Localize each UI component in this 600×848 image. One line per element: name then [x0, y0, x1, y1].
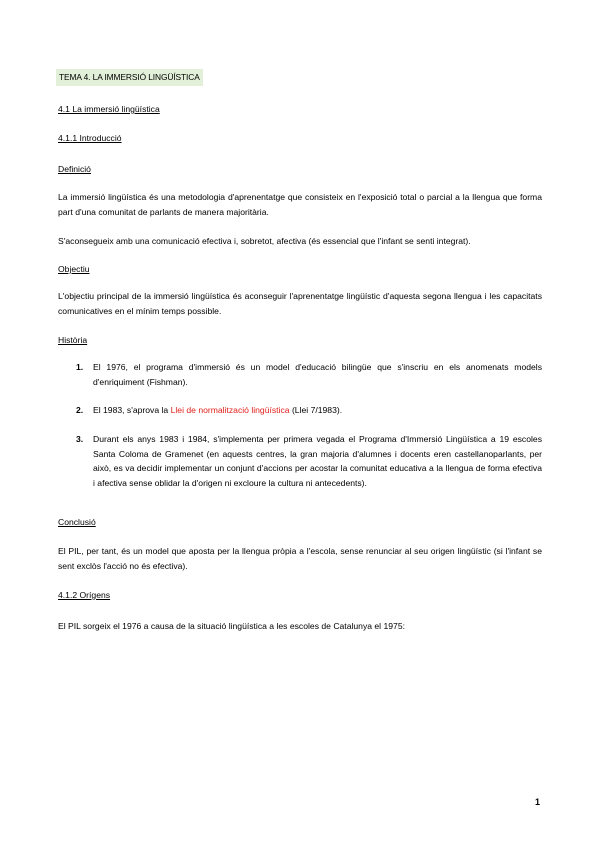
section-heading-4-1-1: 4.1.1 Introducció [58, 133, 122, 143]
paragraph-definicio: La immersió lingüística és una metodologia d'aprenentatge que consisteix en l'exposició total o parcial a la llengua que forma part d'una comunitat de parlants de manera majoritària. [58, 192, 542, 217]
heading-historia: Història [58, 335, 88, 345]
list-number: 2. [76, 405, 84, 415]
list-text-post: (Llei 7/1983). [289, 405, 343, 415]
list-number: 3. [76, 434, 84, 444]
document-title: TEMA 4. LA IMMERSIÓ LINGÜÍSTICA [56, 69, 203, 86]
law-highlight: Llei de normalització lingüística [170, 405, 290, 415]
paragraph-origens: El PIL sorgeix el 1976 a causa de la situació lingüística a les escoles de Catalunya el 1975: [58, 621, 405, 631]
list-text: Durant els anys 1983 i 1984, s'implementa per primera vegada el Programa d'Immersió Lingüística a 19 escoles Santa Coloma de Gramenet (en aquests centres, la gran majoria d'alumnes i docents eren castellanoparlants, per això, es va decidir implementar un conjunt d'accions per acostar la comunitat educativa a la llengua de forma efectiva i afectiva sense oblidar la d'origen ni excloure la cultura ni antecedents). [93, 434, 542, 488]
heading-conclusio: Conclusió [58, 517, 96, 527]
heading-objectiu: Objectiu [58, 264, 90, 274]
section-heading-4-1: 4.1 La immersió lingüística [58, 104, 160, 114]
list-number: 1. [76, 362, 84, 372]
list-text [93, 403, 542, 418]
list-text: El 1976, el programa d'immersió és un model d'educació bilingüe que s'inscriu en els anomenats models d'enriquiment (Fishman). [93, 362, 542, 387]
page-number: 1 [535, 797, 541, 807]
heading-definicio: Definició [58, 164, 91, 174]
paragraph-comunicacio: S'aconsegueix amb una comunicació efectiva i, sobretot, afectiva (és essencial que l'infant se senti integrat). [58, 236, 471, 246]
paragraph-objectiu: L'objectiu principal de la immersió lingüística és aconseguir l'aprenentatge lingüístic d'aquesta segona llengua i les capacitats comunicatives en el mínim temps possible. [58, 291, 542, 316]
list-text-pre: El 1983, s'aprova la [93, 405, 171, 415]
paragraph-conclusio: El PIL, per tant, és un model que aposta per la llengua pròpia a l'escola, sense renunciar al seu origen lingüístic (si l'infant se sent exclòs l'acció no és efectiva). [58, 546, 542, 571]
section-heading-4-1-2: 4.1.2 Orígens [58, 590, 111, 600]
